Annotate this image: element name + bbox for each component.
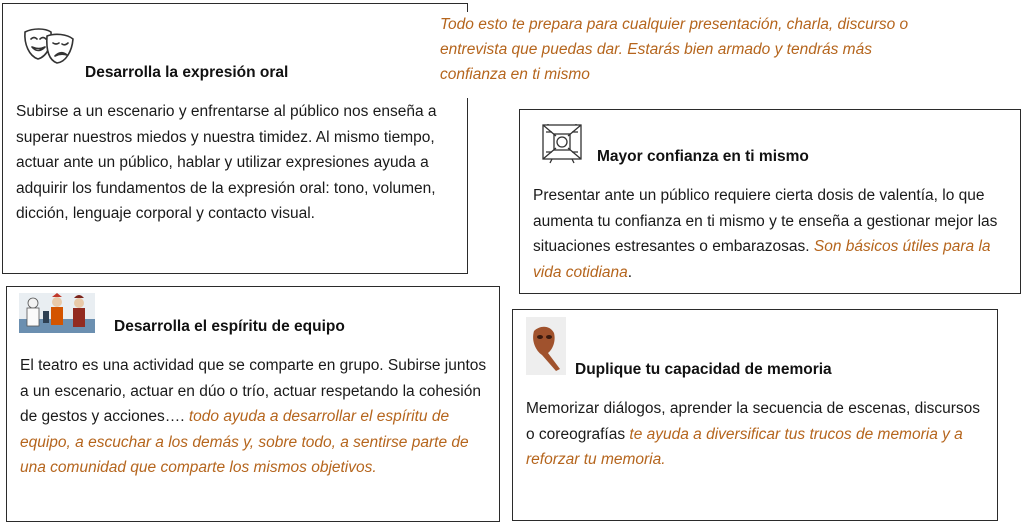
card-expresion-oral [2, 3, 468, 274]
card-title: Desarrolla la expresión oral [85, 64, 289, 81]
card-body [526, 396, 992, 473]
card-highlight: Son básicos útiles para la vida cotidiana [533, 238, 991, 281]
card-body-text: El teatro es una actividad que se comparte en grupo. Subirse juntos a un escenario, actuar en dúo o trío, actuar respetando la cohesión de gestos y acciones…. [20, 357, 487, 425]
card-body-text: Subirse a un escenario y enfrentarse al público nos enseña a superar nuestros miedos y nuestra timidez. Al mismo tiempo, actuar ante un público, hablar y utilizar expresiones ayuda a adquirir los fundamentos de la expresión oral: tono, volumen, dicción, lenguaje corporal y contacto visual. [16, 103, 437, 222]
card-body-text: Presentar ante un público requiere cierta dosis de valentía, lo que aumenta tu confianza en ti mismo y te enseña a gestionar mejor las situaciones estresantes o embarazosas. [533, 187, 998, 255]
intro-text: Todo esto te prepara para cualquier presentación, charla, discurso o entrevista que puedas dar. Estarás bien armado y tendrás más confianza en ti mismo [436, 12, 916, 98]
card-body-text: Memorizar diálogos, aprender la secuencia de escenas, discursos o coreografías [526, 400, 981, 443]
card-title: Duplique tu capacidad de memoria [575, 361, 832, 378]
card-title: Mayor confianza en ti mismo [597, 148, 809, 165]
card-tail: . [627, 263, 633, 281]
card-body [20, 353, 492, 481]
performers-photo [19, 293, 95, 333]
card-confianza [519, 109, 1021, 294]
card-highlight: todo ayuda a desarrollar el espíritu de equipo, a escuchar a los demás y, sobre todo, a sentirse parte de una comunidad que comparte los mismos objetivos. [20, 408, 469, 476]
venetian-mask-photo [526, 317, 566, 375]
card-body [533, 183, 1017, 285]
card-body [16, 99, 456, 227]
card-highlight: te ayuda a diversificar tus trucos de memoria y a reforzar tu memoria. [526, 425, 963, 468]
stage-spotlight-icon [540, 122, 584, 164]
card-memoria [512, 309, 998, 521]
card-espiritu-equipo [6, 286, 500, 522]
card-title: Desarrolla el espíritu de equipo [114, 318, 345, 335]
theater-masks-icon [21, 26, 77, 66]
